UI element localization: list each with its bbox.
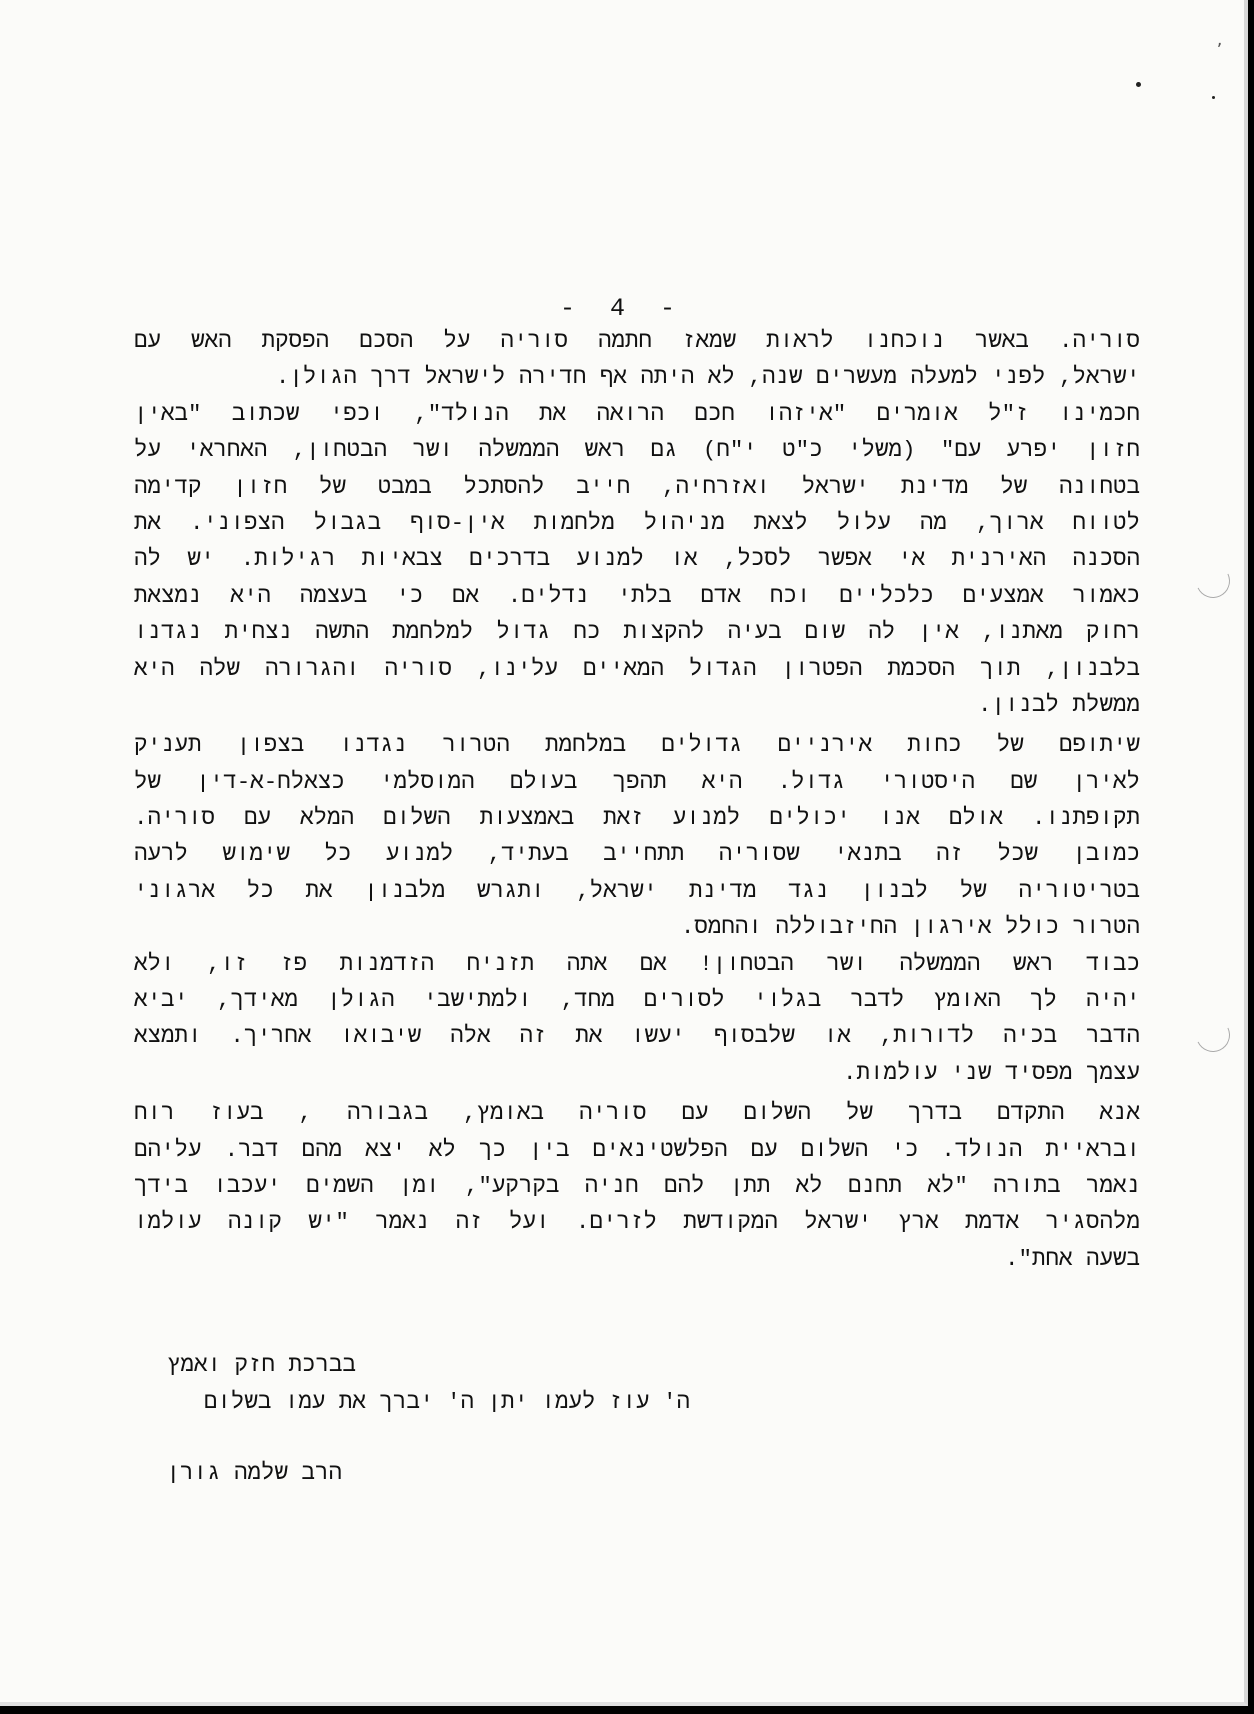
text-line: נאמר בתורה "לא תחנם לא תתן להם חניה בקרקע", ומן השמים יעכבו בידך <box>134 1172 1140 1199</box>
text-line: לטווח ארוך, מה עלול לצאת מניהול מלחמות אין-סוף בגבול הצפוני. את <box>134 509 1140 536</box>
text-line: כאמור אמצעים כלכליים וכח אדם בלתי נדלים. אם כי בעצמה היא נמצאת <box>134 582 1140 609</box>
text-line: לאירן שם היסטורי גדול. היא תהפך בעולם המוסלמי כצאלח-א-דין של <box>134 768 1140 795</box>
text-line: בטריטוריה של לבנון נגד מדינת ישראל, ותגרש מלבנון את כל ארגוני <box>134 877 1140 904</box>
text-line: מלהסגיר אדמת ארץ ישראל המקודשת לזרים. ועל זה נאמר "יש קונה עולמו <box>134 1209 1140 1236</box>
closing-blessing: ה' עוז לעמו יתן ה' יברך את עמו בשלום <box>203 1389 690 1415</box>
text-line: תקופתנו. אולם אנו יכולים למנוע זאת באמצעות השלום המלא עם סוריה. <box>134 805 1140 832</box>
text-line: בשעה אחת". <box>1004 1245 1140 1272</box>
text-line: יהיה לך האומץ לדבר בגלוי לסורים מחד, ולמתישבי הגולן מאידך, יביא <box>134 987 1140 1014</box>
text-line: רחוק מאתנו, אין לה שום בעיה להקצות כח גדול למלחמת התשה נצחית נגדנו <box>134 619 1140 646</box>
text-line: עצמך מפסיד שני עולמות. <box>842 1059 1140 1086</box>
text-line: סוריה. באשר נוכחנו לראות שמאז חתמה סוריה על הסכם הפסקת האש עם <box>134 328 1140 354</box>
text-line: חכמינו ז"ל אומרים "איזהו חכם הרואה את הנולד", וכפי שכתוב "באין <box>134 400 1140 427</box>
text-line: הדבר בכיה לדורות, או שלבסוף יעשו את זה אלה שיבואו אחריך. ותמצא <box>134 1023 1140 1050</box>
margin-mark: ՚ <box>1214 42 1225 62</box>
paragraph <box>134 323 1140 396</box>
closing-greeting: בברכת חזק ואמץ <box>166 1352 356 1378</box>
text-line: בלבנון, תוך הסכמת הפטרון הגדול המאיים עלינו, סוריה והגרורה שלה היא <box>134 655 1140 682</box>
paragraph <box>134 1095 1140 1277</box>
text-line: הטרור כולל אירגון החיזבוללה והחמס. <box>680 914 1140 941</box>
text-line: אנא התקדם בדרך של השלום עם סוריה באומץ, בגבורה , בעוז רוח <box>134 1100 1140 1127</box>
signature: הרב שלמה גורן <box>166 1460 342 1486</box>
page-number: - 4 - <box>560 294 686 323</box>
text-line: ובראיית הנולד. כי השלום עם הפלשטינאים בין כך לא יצא מהם דבר. עליהם <box>134 1136 1140 1163</box>
text-line: ישראל, לפני למעלה מעשרים שנה, לא היתה אף חדירה לישראל דרך הגולן. <box>275 364 1140 391</box>
punch-hole-mark <box>1191 559 1235 603</box>
text-line: הסכנה האירנית אי אפשר לסכל, או למנוע בדרכים צבאיות רגילות. יש לה <box>134 546 1140 573</box>
text-line: שיתופם של כחות אירניים גדולים במלחמת הטרור נגדנו בצפון תעניק <box>134 732 1140 759</box>
paragraph <box>134 396 1140 724</box>
paragraph <box>134 727 1140 945</box>
text-line: כבוד ראש הממשלה ושר הבטחון! אם אתה תזניח הזדמנות פז זו, ולא <box>134 950 1140 977</box>
text-line: ממשלת לבנון. <box>977 691 1140 718</box>
text-line: חזון יפרע עם" (משלי כ"ט י"ח) גם ראש הממשלה ושר הבטחון, האחראי על <box>134 437 1140 464</box>
speck <box>1136 82 1141 87</box>
speck <box>1212 96 1215 99</box>
punch-hole-mark <box>1191 1013 1235 1057</box>
text-line: בטחונה של מדינת ישראל ואזרחיה, חייב להסתכל במבט של חזון קדימה <box>134 473 1140 500</box>
letter-body <box>134 323 1140 1277</box>
text-line: כמובן שכל זה בתנאי שסוריה תתחייב בעתיד, למנוע כל שימוש לרעה <box>134 841 1140 868</box>
paragraph <box>134 946 1140 1092</box>
